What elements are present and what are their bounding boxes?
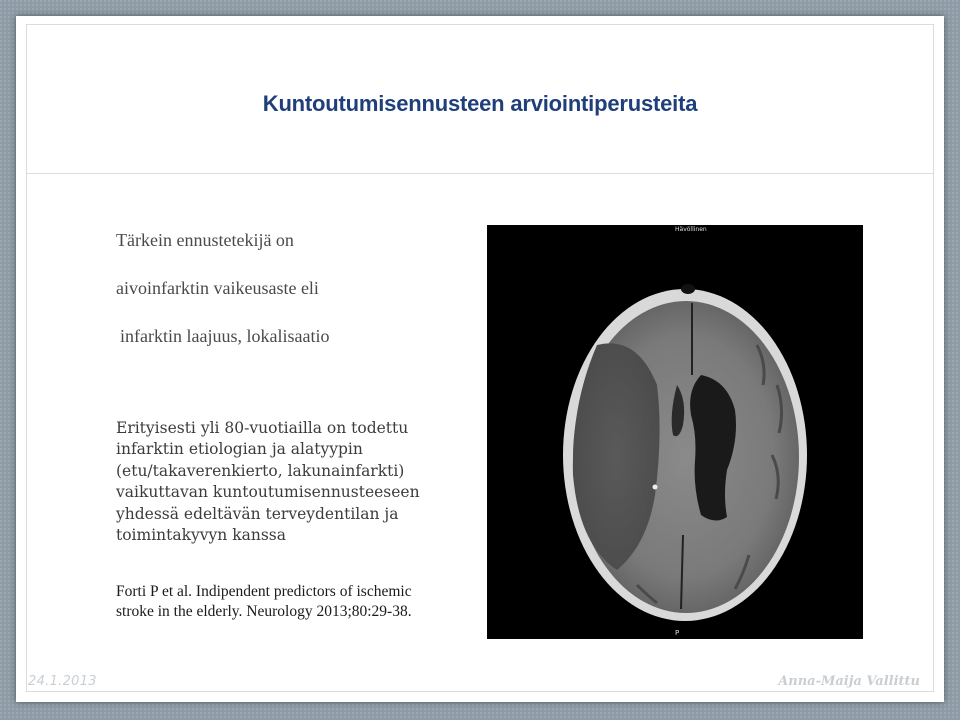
- reference: [116, 582, 412, 621]
- footer-author: Anna-Maija Vallittu: [778, 674, 920, 689]
- ct-scan-graphic: [487, 225, 863, 639]
- paragraph-line: infarktin etiologian ja alatyypin: [116, 440, 363, 459]
- text-line-1: Tärkein ennustetekijä on: [116, 230, 294, 250]
- calcification: [653, 485, 658, 490]
- ct-bottom-label: P: [675, 629, 680, 637]
- title-area: [27, 25, 933, 174]
- text-line-3: infarktin laajuus, lokalisaatio: [120, 326, 330, 346]
- paragraph: [116, 418, 476, 546]
- reference-line: Forti P et al. Indipendent predictors of ischemic: [116, 583, 412, 600]
- paragraph-line: Erityisesti yli 80-vuotiailla on todettu: [116, 419, 409, 437]
- text-line-2: aivoinfarktin vaikeusaste eli: [116, 278, 319, 298]
- frontal-spot: [681, 284, 695, 294]
- paragraph-line: vaikuttavan kuntoutumisennusteeseen: [116, 483, 420, 502]
- paragraph-line: yhdessä edeltävän terveydentilan ja: [116, 504, 399, 523]
- paragraph-line: toimintakyvyn kanssa: [116, 526, 286, 545]
- reference-line: stroke in the elderly. Neurology 2013;80:29-38.: [116, 602, 412, 620]
- slide: [16, 16, 944, 702]
- paragraph-line: (etu/takaverenkierto, lakunainfarkti): [116, 461, 405, 480]
- slide-title: Kuntoutumisennusteen arviointiperusteita: [262, 91, 698, 116]
- ct-top-label: Hävöllinen: [675, 226, 707, 233]
- ct-scan-image: [487, 225, 863, 639]
- footer-date: 24.1.2013: [28, 674, 97, 689]
